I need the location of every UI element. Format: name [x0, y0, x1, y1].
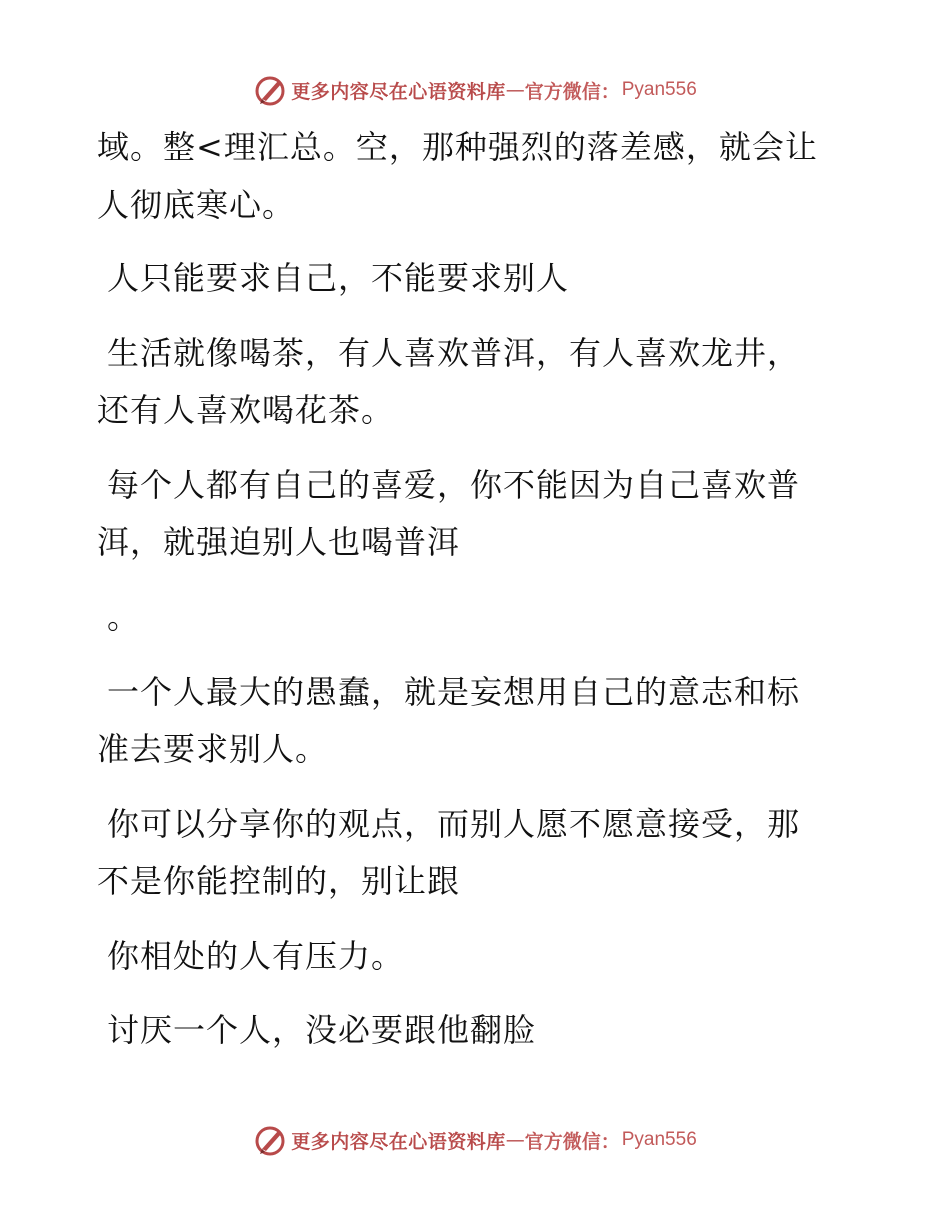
pen-logo-icon [253, 1123, 287, 1157]
pen-logo-icon [253, 73, 287, 107]
body-line: 你可以分享你的观点，而别人愿不愿意接受，那 [107, 805, 801, 843]
header-wechat-id: Pyan556 [621, 79, 697, 100]
footer-brand-text: 更多内容尽在心语资料库 [291, 1130, 506, 1153]
body-line: 人彻底寒心。 [97, 186, 296, 224]
header-banner [0, 70, 950, 110]
footer-wechat-label: 官方微信： [524, 1130, 620, 1153]
body-line: 一个人最大的愚蠢，就是妄想用自己的意志和标 [107, 673, 801, 711]
header-wechat-label: 官方微信： [524, 80, 620, 103]
body-line: 洱，就强迫别人也喝普洱 [97, 523, 461, 561]
header-brand-text: 更多内容尽在心语资料库 [291, 80, 506, 103]
footer-wechat-id: Pyan556 [621, 1129, 697, 1150]
body-line: 。 [107, 598, 141, 636]
body-line: 每个人都有自己的喜爱，你不能因为自己喜欢普 [107, 466, 801, 504]
header-dash: — [505, 79, 525, 101]
body-line: 生活就像喝茶，有人喜欢普洱，有人喜欢龙井， [107, 334, 801, 372]
body-line: 你相处的人有压力。 [107, 937, 405, 975]
body-line: 讨厌一个人，没必要跟他翻脸 [107, 1011, 537, 1049]
body-line: 域。整<理汇总。空，那种强烈的落差感，就会让 [97, 128, 818, 166]
footer-dash: — [505, 1129, 525, 1151]
body-line: 人只能要求自己，不能要求别人 [107, 259, 570, 297]
body-line: 不是你能控制的，别让跟 [97, 862, 461, 900]
footer-banner [0, 1120, 950, 1160]
body-line: 还有人喜欢喝花茶。 [97, 391, 395, 429]
body-line: 准去要求别人。 [97, 730, 329, 768]
